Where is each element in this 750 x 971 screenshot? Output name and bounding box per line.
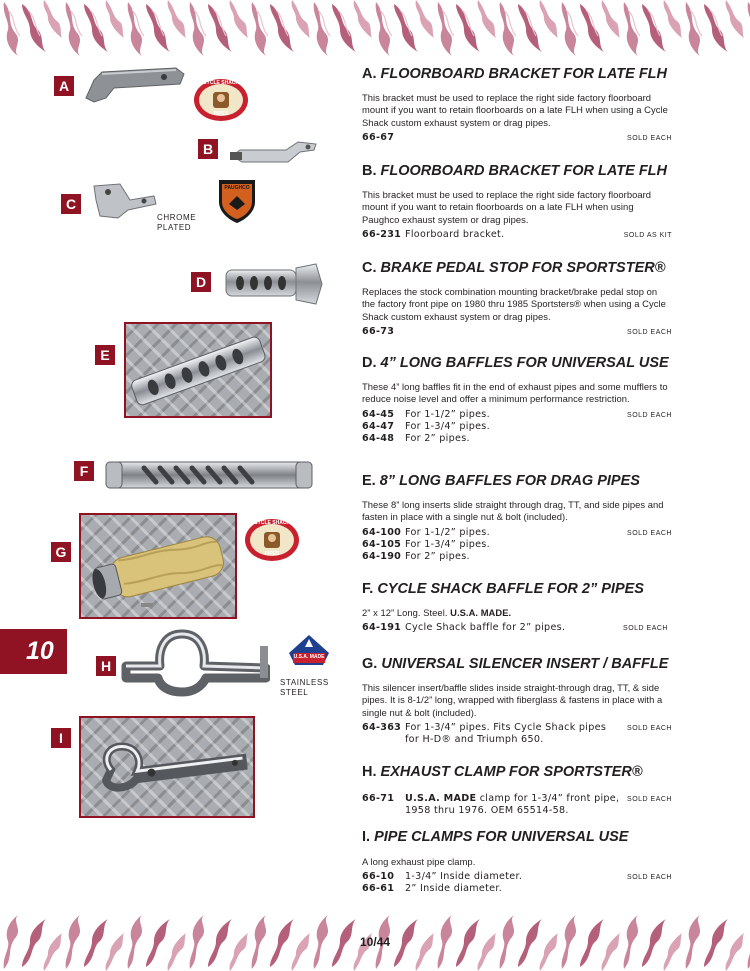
section-g-title-text: UNIVERSAL SILENCER INSERT / BAFFLE [381, 656, 669, 672]
section-d [362, 354, 672, 445]
section-a [362, 65, 672, 144]
section-a-title-text: FLOORBOARD BRACKET FOR LATE FLH [380, 66, 668, 82]
section-i-title [362, 828, 672, 846]
pipe-clamp-image [79, 716, 255, 818]
section-h-item-1 [362, 793, 672, 805]
marker-i: I [51, 728, 71, 748]
section-g-body: This silencer insert/baffle slides inside straight-through drag, TT, & side pipes. It is 8-1/2” long, wrapped with fiberglass & fastens in place with a single nut & bolt (included). [362, 682, 663, 718]
part-number: 66-61 [362, 883, 395, 895]
section-b-title-text: FLOORBOARD BRACKET FOR LATE FLH [380, 163, 668, 179]
section-d-title [362, 354, 672, 372]
section-a-body: This bracket must be used to replace the right side factory floorboard mount if you want to retain floorboards on a late FLH when using a Cycle Shack custom exhaust system or drag pipes. [362, 92, 668, 128]
section-e-title-text: 8” LONG BAFFLES FOR DRAG PIPES [379, 473, 640, 489]
marker-h: H [96, 656, 116, 676]
top-flame-border [0, 0, 750, 58]
section-c-item-1 [362, 326, 672, 338]
part-number: 64-191 [362, 622, 402, 634]
part-number: 64-105 [362, 538, 402, 550]
exhaust-clamp-image [120, 628, 270, 698]
stainless-caption-1: STAINLESS [280, 678, 329, 687]
section-i-body: A long exhaust pipe clamp. [362, 856, 476, 867]
usa-made-logo-text: U.S.A. MADE [293, 654, 325, 660]
section-tab-number: 10 [26, 637, 54, 665]
section-d-letter: D. [362, 355, 377, 371]
8in-baffle-image [124, 322, 272, 418]
chrome-plated-caption-2: PLATED [157, 223, 192, 232]
part-description: For 1-1/2” pipes. [405, 408, 490, 420]
section-g-letter: G. [362, 656, 378, 672]
sold-note: SOLD EACH [623, 625, 668, 633]
section-c-title-text: BRAKE PEDAL STOP FOR SPORTSTER® [380, 260, 666, 276]
section-f-body [362, 607, 672, 619]
marker-e: E [95, 345, 115, 365]
section-e-body: These 8” long inserts slide straight through drag, TT, and side pipes and fasten in place with a single nut & bolt (included). [362, 499, 664, 523]
section-f [362, 580, 672, 634]
part-description: For 1-3/4” pipes. [405, 538, 490, 550]
section-h-title-text: EXHAUST CLAMP FOR SPORTSTER® [380, 764, 643, 780]
section-f-body-text: 2” x 12” Long. Steel. [362, 607, 451, 618]
section-e [362, 472, 672, 563]
section-d-title-text: 4” LONG BAFFLES FOR UNIVERSAL USE [380, 355, 669, 371]
section-g [362, 655, 672, 746]
sold-note: SOLD EACH [627, 328, 672, 336]
marker-d: D [191, 272, 211, 292]
section-g-item-1 [362, 722, 672, 734]
part-number: 64-100 [362, 526, 402, 538]
floorboard-bracket-b-image [228, 138, 320, 174]
sold-note: SOLD EACH [627, 724, 672, 732]
section-i-item-2 [362, 883, 672, 895]
part-number: 66-231 [362, 228, 402, 240]
part-number: 64-47 [362, 420, 395, 432]
part-number: 66-10 [362, 871, 395, 883]
section-i-letter: I. [362, 829, 371, 845]
section-d-body: These 4” long baffles fit in the end of exhaust pipes and some mufflers to reduce noise level and offer a minimum performance restriction. [362, 381, 668, 405]
part-description: For 2” pipes. [405, 432, 470, 444]
section-e-letter: E. [362, 473, 376, 489]
part-description: 1-3/4” Inside diameter. [405, 871, 523, 883]
section-f-title-text: CYCLE SHACK BAFFLE FOR 2” PIPES [377, 581, 644, 597]
section-e-item-2 [362, 539, 672, 551]
paughco-logo-text: PAUGHCO [224, 185, 250, 191]
section-b-body: This bracket must be used to replace the right side factory floorboard mount if you want to retain floorboards on a late FLH when using Paughco exhaust system or drag pipes. [362, 189, 652, 225]
part-description: Cycle Shack baffle for 2” pipes. [405, 622, 566, 634]
part-number: 66-71 [362, 793, 395, 804]
section-b-item-1 [362, 229, 672, 241]
cycle-shack-logo-text-g: CYCLE SHACK [253, 520, 291, 526]
section-e-title [362, 472, 672, 490]
marker-a: A [54, 76, 74, 96]
section-c [362, 259, 672, 338]
4in-baffle-image [224, 262, 324, 306]
section-a-item-1 [362, 132, 672, 144]
section-h [362, 763, 672, 817]
chrome-plated-caption-1: CHROME [157, 213, 197, 222]
section-i-item-1 [362, 871, 672, 883]
section-b-letter: B. [362, 163, 377, 179]
page-number: 10/44 [359, 935, 391, 949]
cycle-shack-logo-pipes-a: PIPES [213, 111, 229, 117]
part-number: 64-363 [362, 721, 402, 733]
section-a-letter: A. [362, 66, 377, 82]
section-c-body: Replaces the stock combination mounting bracket/brake pedal stop on the factory front pipe on 1980 thru 1985 Sportsters® when using a Cycle Shack custom exhaust system or drag pipes. [362, 286, 666, 322]
stainless-caption-2: STEEL [280, 688, 309, 697]
section-c-title [362, 259, 672, 277]
section-c-letter: C. [362, 260, 377, 276]
sold-note: SOLD EACH [627, 134, 672, 142]
usa-made-text: U.S.A. MADE. [450, 607, 512, 618]
cycle-shack-baffle-image [104, 458, 314, 492]
section-g-item-1-continued: for H-D® and Triumph 650. [405, 733, 544, 745]
part-number: 66-73 [362, 325, 395, 337]
section-f-letter: F. [362, 581, 374, 597]
part-description: clamp for 1-3/4” front pipe, [476, 793, 620, 804]
usa-made-text: U.S.A. MADE [405, 793, 477, 804]
section-i-title-text: PIPE CLAMPS FOR UNIVERSAL USE [374, 829, 629, 845]
brake-pedal-stop-image [90, 180, 158, 222]
sold-note: SOLD EACH [627, 411, 672, 419]
part-description: For 1-3/4” pipes. Fits Cycle Shack pipes [405, 721, 607, 733]
section-f-item-1 [362, 622, 668, 634]
section-h-title [362, 763, 672, 781]
marker-g: G [51, 542, 71, 562]
section-d-item-2 [362, 421, 672, 433]
silencer-insert-image [79, 513, 237, 619]
section-a-title [362, 65, 672, 83]
section-h-item-1-continued: 1958 thru 1976. OEM 65514-58. [405, 805, 569, 816]
part-number: 64-190 [362, 550, 402, 562]
section-b [362, 162, 672, 241]
part-description: For 1-1/2” pipes. [405, 526, 490, 538]
floorboard-bracket-a-image [84, 64, 188, 108]
section-f-title [362, 580, 672, 598]
sold-note: SOLD EACH [627, 796, 672, 803]
section-g-title [362, 655, 672, 673]
section-e-item-3 [362, 551, 672, 563]
section-b-title [362, 162, 672, 180]
marker-f: F [74, 461, 94, 481]
part-number: 66-67 [362, 131, 395, 143]
section-e-item-1 [362, 527, 672, 539]
cycle-shack-logo-text-a: CYCLE SHACK [202, 80, 240, 86]
sold-note: SOLD EACH [627, 874, 672, 882]
section-tab [0, 629, 67, 674]
part-description: For 1-3/4” pipes. [405, 420, 490, 432]
cycle-shack-logo-pipes-g: PIPES [264, 551, 280, 557]
section-d-item-1 [362, 409, 672, 421]
part-number: 64-45 [362, 408, 395, 420]
sold-note: SOLD EACH [627, 529, 672, 537]
part-description: 2” Inside diameter. [405, 883, 503, 895]
section-i [362, 828, 672, 895]
sold-note: SOLD AS KIT [623, 231, 672, 239]
part-description: Floorboard bracket. [405, 228, 505, 240]
marker-c: C [61, 194, 81, 214]
marker-b: B [198, 139, 218, 159]
part-description: For 2” pipes. [405, 550, 470, 562]
section-d-item-3 [362, 433, 672, 445]
part-number: 64-48 [362, 432, 395, 444]
usa-made-logo [287, 633, 331, 667]
section-h-letter: H. [362, 764, 377, 780]
